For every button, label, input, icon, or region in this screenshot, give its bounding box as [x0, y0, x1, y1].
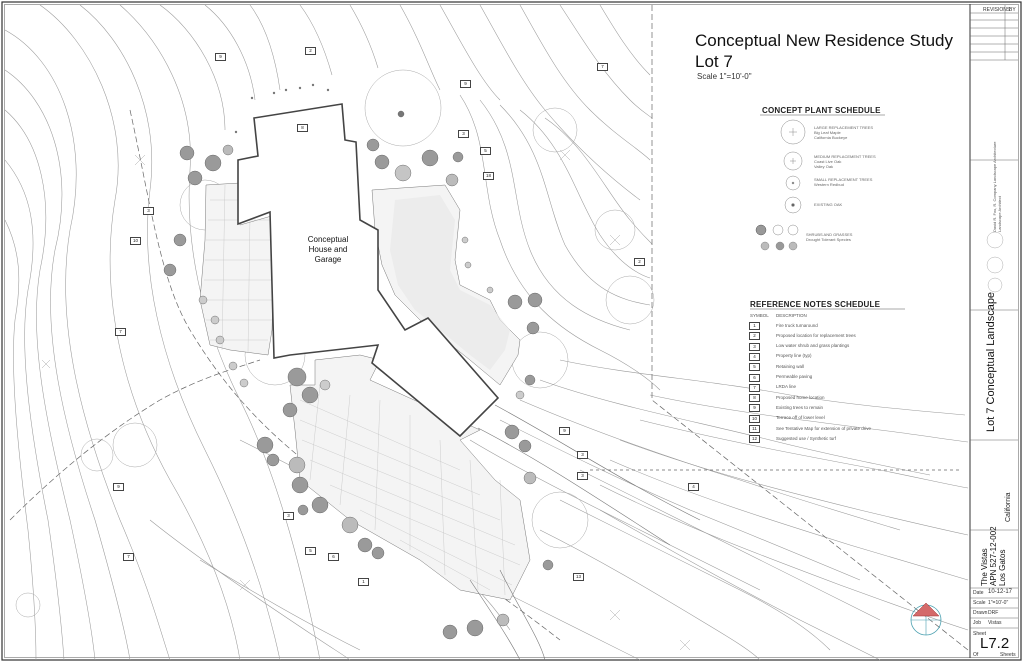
notes-header-description: DESCRIPTION	[776, 313, 807, 318]
plan-callout-tag: 1	[358, 578, 369, 586]
plan-callout-tag: 7	[597, 63, 608, 71]
plant-entry-existing-oak: EXISTING OAK	[814, 202, 843, 207]
concept-plant-schedule-title: CONCEPT PLANT SCHEDULE	[762, 106, 881, 115]
plan-callout-tag: 18	[483, 172, 494, 180]
designer-info: David R. Fox, R. Company Landscape Architecture Landscape Architect	[992, 141, 1002, 232]
note-symbol: 8	[749, 394, 760, 402]
project-name: The Vistas	[980, 548, 989, 586]
north-arrow-icon	[911, 603, 941, 635]
plan-callout-tag: 9	[460, 80, 471, 88]
note-symbol: 5	[749, 363, 760, 371]
project-study-title: Conceptual New Residence Study	[695, 31, 953, 50]
plan-callout-tag: 7	[123, 553, 134, 561]
plant-entry-shrubs: SHRUBS AND GRASSES Drought Tolerant Species	[806, 232, 853, 242]
project-info	[980, 526, 1007, 586]
note-symbol: 10	[749, 415, 760, 423]
sheet-number: L7.2	[980, 635, 1010, 652]
note-description: Existing trees to remain	[776, 404, 824, 410]
note-description: Permeable paving	[776, 374, 813, 379]
plan-callout-tag: 2	[305, 47, 316, 55]
note-description: Proposed location for replacement trees	[776, 332, 856, 338]
note-description: Proposed home location	[776, 394, 825, 400]
note-symbol: 2	[749, 332, 760, 340]
sheet-name-label: Lot 7 Conceptual Landscape	[985, 291, 997, 432]
plan-callout-tag: 8	[297, 124, 308, 132]
revisions-label: REVISIONS	[983, 7, 1011, 13]
lot-title: Lot 7	[695, 52, 733, 71]
note-symbol: 11	[749, 425, 760, 433]
note-symbol: 7	[749, 384, 760, 392]
note-symbol: 4	[749, 353, 760, 361]
plant-schedule-symbols	[756, 120, 805, 250]
job-label: Job	[973, 620, 982, 626]
by-label: BY	[1009, 7, 1016, 13]
sheet-title	[695, 30, 953, 72]
note-description: LRDA line	[776, 384, 797, 390]
note-description: Property line (typ)	[776, 353, 812, 359]
job-value: Vistas	[988, 620, 1002, 626]
sheets-label: Sheets	[1000, 652, 1016, 658]
plan-callout-tag: 3	[458, 130, 469, 138]
note-symbol: 6	[749, 374, 760, 382]
house-label: Conceptual House and Garage	[307, 235, 349, 264]
plan-callout-tag: 3	[577, 472, 588, 480]
note-description: Terrace off of lower level	[776, 415, 825, 421]
note-description: Retaining wall	[776, 363, 805, 369]
plan-callout-tag: 10	[130, 237, 141, 245]
sheet-label: Sheet	[973, 631, 987, 637]
plan-callout-tag: 4	[688, 483, 699, 491]
plan-callout-tag: 9	[559, 427, 570, 435]
apn-number: APN 527-12-002	[989, 526, 998, 586]
plan-callout-tag: 5	[480, 147, 491, 155]
scale-field-label: Scale	[973, 600, 986, 606]
plan-callout-tag: 3	[577, 451, 588, 459]
drawn-label: Drawn	[973, 610, 988, 616]
note-symbol: 9	[749, 404, 760, 412]
scale-field-value: 1"=10'-0"	[988, 600, 1009, 606]
plan-callout-tag: 9	[215, 53, 226, 61]
note-symbol: 12	[749, 435, 760, 443]
note-symbol: 1	[749, 322, 760, 330]
notes-header-symbol: SYMBOL	[750, 313, 769, 318]
plant-entry-medium: MEDIUM REPLACEMENT TREES Coast Live Oak Valley Oak	[814, 154, 876, 169]
note-symbol: 3	[749, 343, 760, 351]
reference-notes-title: REFERENCE NOTES SCHEDULE	[750, 300, 881, 309]
date-value: 10-12-17	[988, 589, 1013, 595]
drawn-value: DRF	[988, 610, 999, 616]
note-description: Suggested use / Synthetic turf	[776, 435, 837, 441]
of-label: Of	[973, 652, 979, 658]
designer-seal	[987, 232, 1003, 292]
plan-callout-tag: 6	[328, 553, 339, 561]
note-description: Fire truck turnaround	[776, 322, 818, 328]
note-description: Low water shrub and grass plantings	[776, 343, 850, 349]
state-label: California	[1005, 492, 1012, 522]
note-description: See Tentative Map for extension of private drive	[776, 425, 871, 431]
date-label: Date	[973, 590, 984, 596]
plan-callout-tag: 9	[113, 483, 124, 491]
plan-callout-tag: 7	[115, 328, 126, 336]
city-name: Los Gatos	[998, 549, 1007, 586]
plan-callout-tag: 3	[283, 512, 294, 520]
plan-callout-tag: 5	[305, 547, 316, 555]
plan-callout-tag: 13	[573, 573, 584, 581]
scale-label: Scale 1"=10'-0"	[697, 72, 752, 81]
plant-entry-large: LARGE REPLACEMENT TREES Big Leaf Maple California Buckeye	[814, 125, 873, 140]
plan-callout-tag: 2	[634, 258, 645, 266]
plan-callout-tag: 3	[143, 207, 154, 215]
plant-entry-small: SMALL REPLACEMENT TREES Western Redbud	[814, 177, 873, 187]
